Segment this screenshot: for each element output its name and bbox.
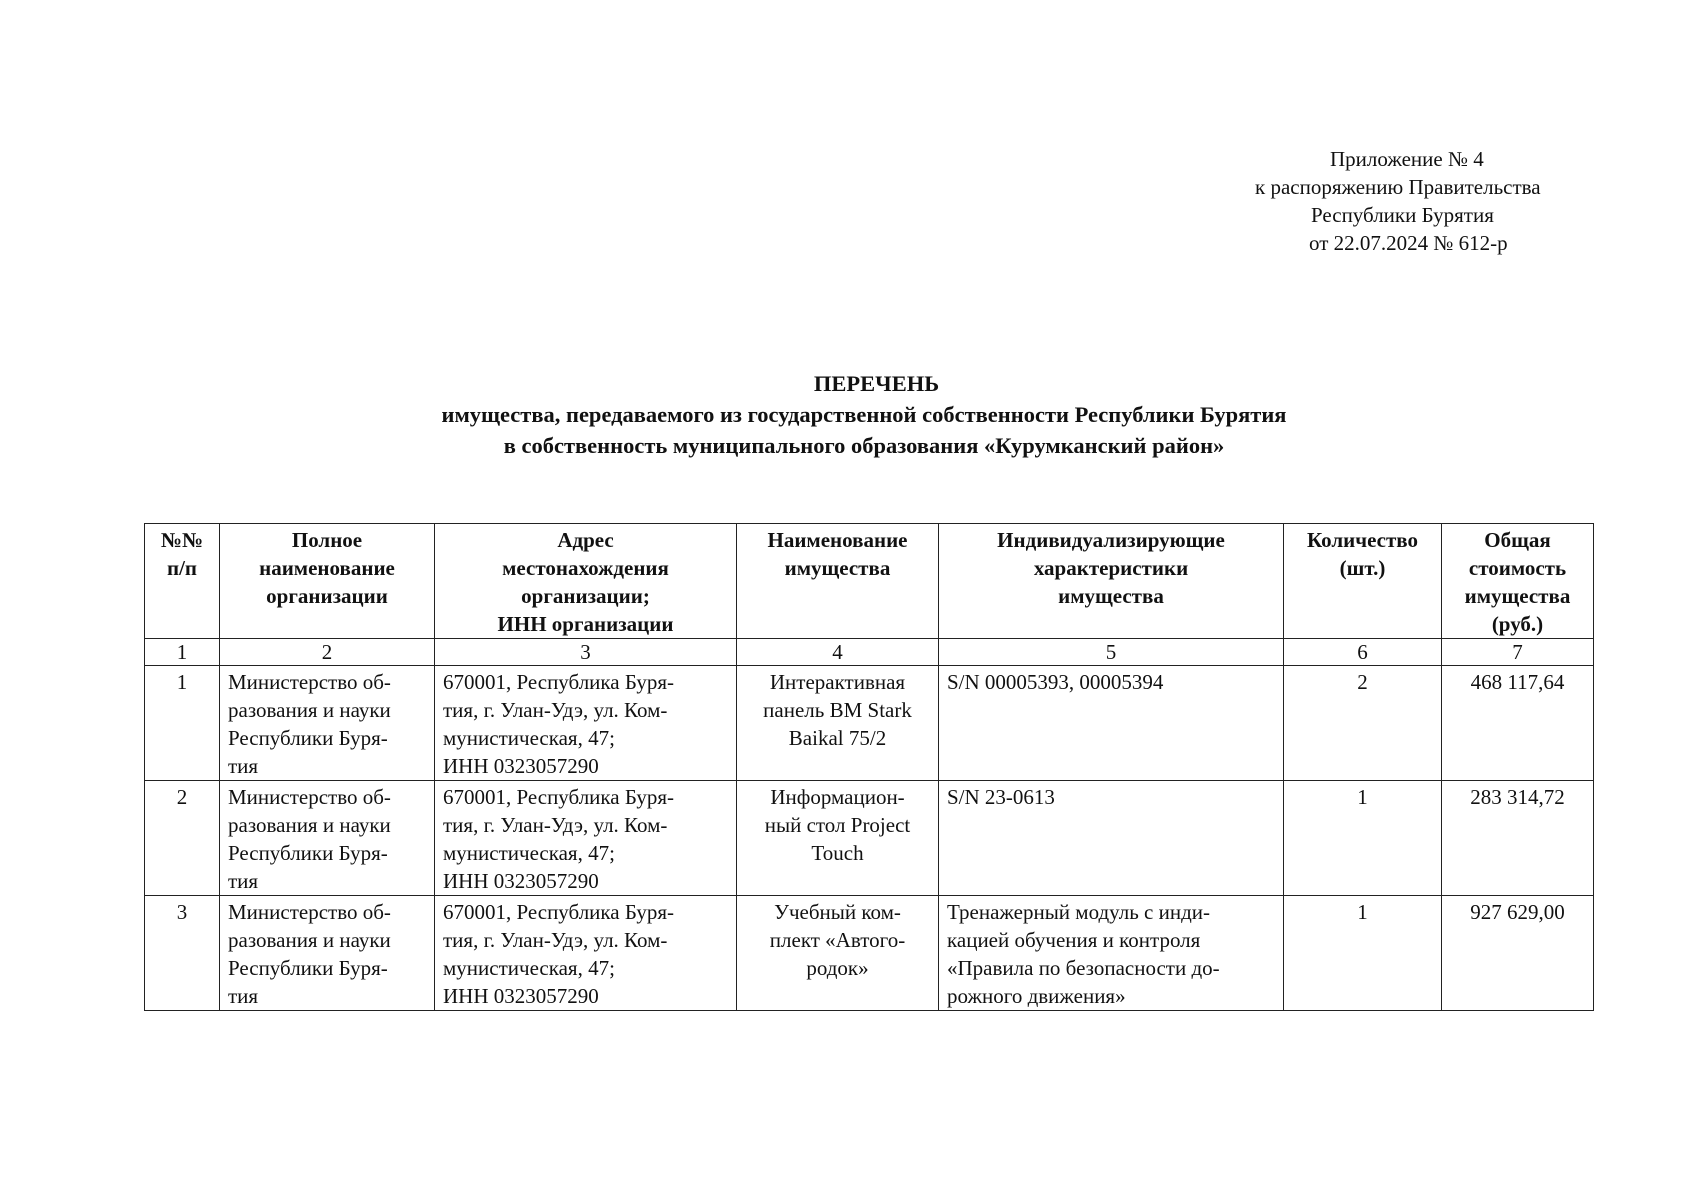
organization-address: 670001, Республика Буря- тия, г. Улан-Удэ, ул. Ком- мунистическая, 47; ИНН 0323057290 [435, 781, 737, 896]
header-property-name: Наименование имущества [737, 524, 939, 639]
property-quantity: 1 [1284, 896, 1442, 1011]
organization-address: 670001, Республика Буря- тия, г. Улан-Удэ, ул. Ком- мунистическая, 47; ИНН 0323057290 [435, 666, 737, 781]
title-heading: ПЕРЕЧЕНЬ [813, 371, 940, 396]
header-quantity: Количество (шт.) [1284, 524, 1442, 639]
title-subtitle-line-2: в собственность муниципального образования «Курумканский район» [503, 433, 1225, 458]
row-number: 3 [145, 896, 220, 1011]
header-number: №№ п/п [145, 524, 220, 639]
appendix-republic-line: Республики Бурятия [1311, 203, 1494, 227]
organization-name: Министерство об- разования и науки Республики Буря- тия [220, 781, 435, 896]
column-number: 7 [1442, 639, 1594, 666]
row-number: 2 [145, 781, 220, 896]
appendix-reference [1215, 145, 1615, 257]
column-number: 2 [220, 639, 435, 666]
property-cost: 468 117,64 [1442, 666, 1594, 781]
property-cost: 283 314,72 [1442, 781, 1594, 896]
property-quantity: 1 [1284, 781, 1442, 896]
column-number: 1 [145, 639, 220, 666]
document-title [0, 368, 1698, 461]
property-characteristics: S/N 23-0613 [939, 781, 1284, 896]
column-number: 3 [435, 639, 737, 666]
organization-address: 670001, Республика Буря- тия, г. Улан-Удэ, ул. Ком- мунистическая, 47; ИНН 0323057290 [435, 896, 737, 1011]
title-subtitle-line-1: имущества, передаваемого из государственной собственности Республики Бурятия [441, 402, 1287, 427]
appendix-date-line: от 22.07.2024 № 612-р [1309, 231, 1508, 255]
organization-name: Министерство об- разования и науки Республики Буря- тия [220, 666, 435, 781]
table-row [145, 666, 1594, 781]
property-cost: 927 629,00 [1442, 896, 1594, 1011]
property-name: Учебный ком- плект «Автого- родок» [737, 896, 939, 1011]
property-characteristics: Тренажерный модуль с инди- кацией обучения и контроля «Правила по безопасности до- рожного движения» [939, 896, 1284, 1011]
property-quantity: 2 [1284, 666, 1442, 781]
header-organization-name: Полное наименование организации [220, 524, 435, 639]
column-number: 4 [737, 639, 939, 666]
column-numbers-row [145, 639, 1594, 666]
table-row [145, 781, 1594, 896]
property-name: Интерактивная панель BM Stark Baikal 75/2 [737, 666, 939, 781]
header-total-cost: Общая стоимость имущества (руб.) [1442, 524, 1594, 639]
property-table [144, 523, 1594, 1011]
column-number: 5 [939, 639, 1284, 666]
row-number: 1 [145, 666, 220, 781]
table-row [145, 896, 1594, 1011]
column-number: 6 [1284, 639, 1442, 666]
header-address-inn: Адрес местонахождения организации; ИНН организации [435, 524, 737, 639]
appendix-number: Приложение № 4 [1330, 147, 1484, 171]
appendix-order-line: к распоряжению Правительства [1255, 175, 1541, 199]
property-characteristics: S/N 00005393, 00005394 [939, 666, 1284, 781]
table-header-row [145, 524, 1594, 639]
header-characteristics: Индивидуализирующие характеристики имущества [939, 524, 1284, 639]
property-name: Информацион- ный стол Project Touch [737, 781, 939, 896]
organization-name: Министерство об- разования и науки Республики Буря- тия [220, 896, 435, 1011]
